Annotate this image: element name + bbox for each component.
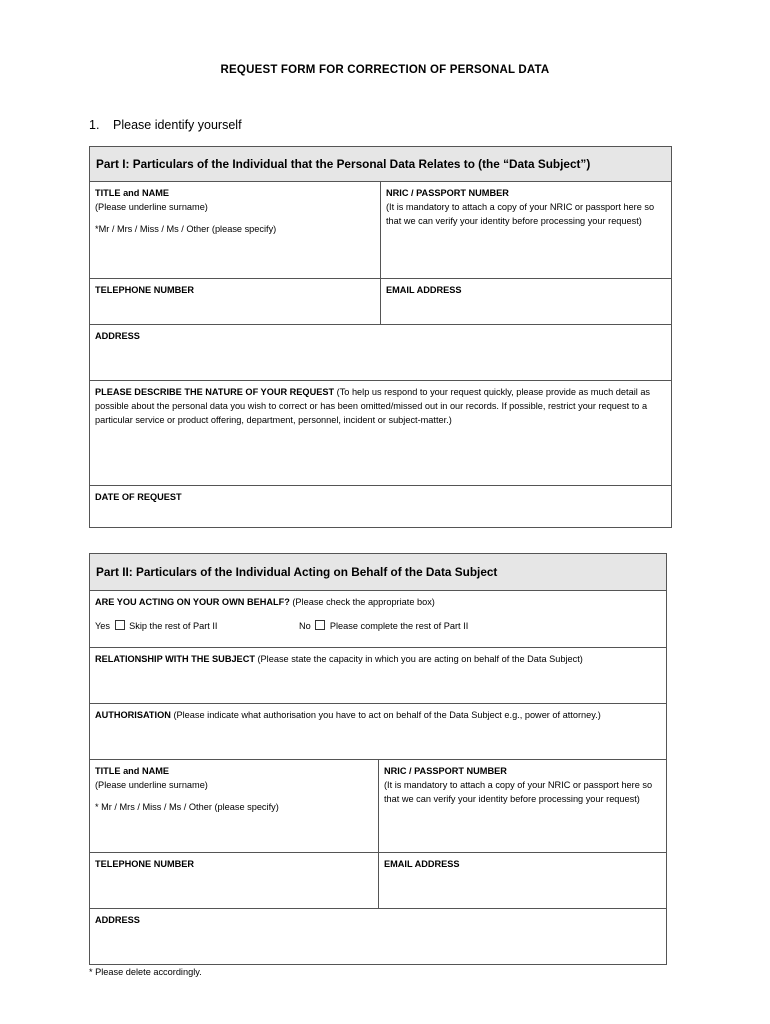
part1-nric-hint: (It is mandatory to attach a copy of your NRIC or passport here so that we can verify your identity before processing your request) <box>386 202 655 226</box>
yes-text: Skip the rest of Part II <box>129 621 218 631</box>
part1-request-hint: (To help us respond to your request quickly, please provide as much detail as possible about the personal data you wish to correct or has been omitted/missed out in our records. If possible, restrict your request to a particular service or product offering, department, personnel, incident or subject-matter.) <box>95 387 651 425</box>
section-label: Please identify yourself <box>113 118 242 132</box>
footnote: * Please delete accordingly. <box>89 967 202 977</box>
part1-telephone-field[interactable] <box>90 279 381 325</box>
yes-checkbox[interactable] <box>115 620 125 630</box>
part1-address-label: ADDRESS <box>95 331 140 341</box>
part2-authorisation-field[interactable] <box>90 704 667 760</box>
section-number: 1. <box>89 118 100 132</box>
no-label: No <box>299 621 311 631</box>
part2-telephone-label: TELEPHONE NUMBER <box>95 859 195 869</box>
part2-relationship-field[interactable] <box>90 648 667 704</box>
part2-address-field[interactable] <box>90 909 667 965</box>
part2-own-behalf-field <box>90 591 667 648</box>
no-checkbox[interactable] <box>315 620 325 630</box>
part2-table <box>89 553 667 965</box>
part1-table <box>89 146 672 528</box>
part1-email-label: EMAIL ADDRESS <box>386 285 462 295</box>
part2-relationship-hint: (Please state the capacity in which you are acting on behalf of the Data Subject) <box>254 654 583 664</box>
section-heading <box>89 118 242 132</box>
yes-option <box>95 619 217 633</box>
part2-telephone-field[interactable] <box>90 853 379 909</box>
part2-nric-label: NRIC / PASSPORT NUMBER <box>384 766 507 776</box>
part1-title-options: *Mr / Mrs / Miss / Ms / Other (please specify) <box>95 224 277 234</box>
part1-nric-label: NRIC / PASSPORT NUMBER <box>386 188 509 198</box>
part2-title-options: * Mr / Mrs / Miss / Ms / Other (please specify) <box>95 802 279 812</box>
part2-relationship-label: RELATIONSHIP WITH THE SUBJECT <box>95 654 255 664</box>
part2-title-name-field[interactable] <box>90 760 379 853</box>
part2-authorisation-hint: (Please indicate what authorisation you have to act on behalf of the Data Subject e.g., power of attorney.) <box>170 710 601 720</box>
no-option <box>299 619 468 633</box>
part2-address-label: ADDRESS <box>95 915 140 925</box>
part2-title-name-label: TITLE and NAME <box>95 766 170 776</box>
part1-request-label: PLEASE DESCRIBE THE NATURE OF YOUR REQUEST <box>95 387 335 397</box>
part1-date-field[interactable] <box>90 486 672 528</box>
part1-address-field[interactable] <box>90 325 672 381</box>
part1-nric-field[interactable] <box>381 182 672 279</box>
part1-title-name-field[interactable] <box>90 182 381 279</box>
part2-own-behalf-hint: (Please check the appropriate box) <box>289 597 435 607</box>
form-title: REQUEST FORM FOR CORRECTION OF PERSONAL DATA <box>220 64 550 76</box>
part1-date-label: DATE OF REQUEST <box>95 492 182 502</box>
no-text: Please complete the rest of Part II <box>329 621 469 631</box>
part1-heading: Part I: Particulars of the Individual that the Personal Data Relates to (the “Data Subject”) <box>90 147 672 182</box>
part2-email-field[interactable] <box>379 853 667 909</box>
part1-email-field[interactable] <box>381 279 672 325</box>
part2-title-name-hint: (Please underline surname) <box>95 780 208 790</box>
part1-title-name-label: TITLE and NAME <box>95 188 170 198</box>
part2-nric-field[interactable] <box>379 760 667 853</box>
part2-nric-hint: (It is mandatory to attach a copy of your NRIC or passport here so that we can verify your identity before processing your request) <box>384 780 653 804</box>
part2-heading: Part II: Particulars of the Individual Acting on Behalf of the Data Subject <box>90 554 667 591</box>
part1-telephone-label: TELEPHONE NUMBER <box>95 285 195 295</box>
part1-request-field[interactable] <box>90 381 672 486</box>
part2-email-label: EMAIL ADDRESS <box>384 859 460 869</box>
yes-label: Yes <box>95 621 110 631</box>
part2-own-behalf-label: ARE YOU ACTING ON YOUR OWN BEHALF? <box>95 597 290 607</box>
part1-title-name-hint: (Please underline surname) <box>95 202 208 212</box>
part2-authorisation-label: AUTHORISATION <box>95 710 171 720</box>
